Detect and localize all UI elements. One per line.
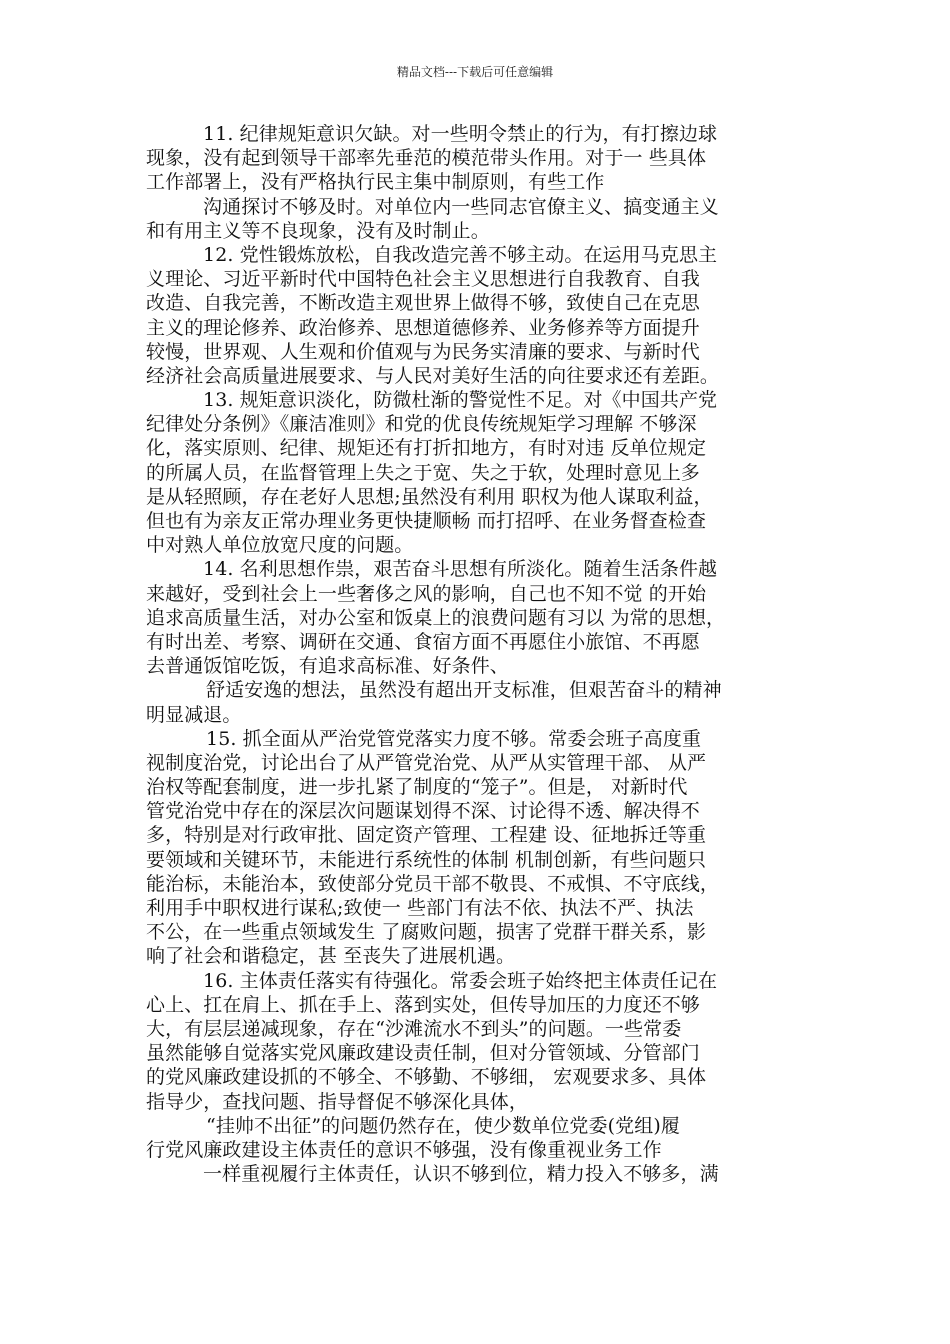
text-line: “挂帅不出征”的问题仍然存在，使少数单位党委(党组)履 — [206, 1114, 680, 1137]
text-line: 能治标，未能治本，致使部分党员干部不敬畏、不戒惧、不守底线， — [146, 872, 720, 895]
text-line: 主义的理论修养、政治修养、思想道德修养、业务修养等方面提升 — [146, 316, 700, 339]
text-line: 工作部署上，没有严格执行民主集中制原则，有些工作 — [146, 171, 605, 194]
text-line: 心上、扛在肩上、抓在手上、落到实处，但传导加压的力度还不够 — [146, 993, 700, 1016]
text-line: 11. 纪律规矩意识欠缺。对一些明令禁止的行为，有打擦边球 — [203, 123, 718, 145]
text-line: 来越好，受到社会上一些奢侈之风的影响，自己也不知不觉 的开始 — [146, 582, 707, 605]
text-line: 但也有为亲友正常办理业务更快捷顺畅 而打招呼、在业务督查检查 — [146, 510, 707, 532]
text-line: 利用手中职权进行谋私;致使一 些部门有法不依、执法不严、执法 — [146, 897, 694, 919]
text-line: 义理论、习近平新时代中国特色社会主义思想进行自我教育、自我 — [146, 268, 700, 291]
text-line: 虽然能够自觉落实党风廉政建设责任制，但对分管领域、分管部门 — [146, 1042, 700, 1065]
text-line: 的党风廉政建设抓的不够全、不够勤、不够细， 宏观要求多、具体 — [146, 1066, 707, 1089]
text-line: 沟通探讨不够及时。对单位内一些同志官僚主义、搞变通主义 — [203, 195, 719, 218]
text-line: 16. 主体责任落实有待强化。常委会班子始终把主体责任记在 — [203, 969, 718, 992]
text-line: 不公，在一些重点领域发生 了腐败问题，损害了党群干群关系，影 — [146, 921, 707, 944]
text-line: 明显减退。 — [146, 703, 242, 726]
text-line: 视制度治党，讨论出台了从严管党治党、从严从实管理干部、 从严 — [146, 751, 707, 774]
text-line: 有时出差、考察、调研在交通、食宿方面不再愿住小旅馆、不再愿 — [146, 630, 700, 653]
text-line: 15. 抓全面从严治党管党落实力度不够。常委会班子高度重 — [206, 727, 702, 750]
text-line: 舒适安逸的想法，虽然没有超出开支标准，但艰苦奋斗的精神 — [206, 679, 722, 702]
text-line: 纪律处分条例》《廉洁准则》和党的优良传统规矩学习理解 不够深 — [146, 413, 697, 436]
text-line: 较慢，世界观、人生观和价值观与为民务实清廉的要求、与新时代 — [146, 340, 700, 363]
text-line: 一样重视履行主体责任，认识不够到位，精力投入不够多，满 — [203, 1163, 719, 1186]
text-line: 大，有层层递减现象，存在“沙滩流水不到头”的问题。一些常委 — [146, 1017, 682, 1040]
text-line: 和有用主义等不良现象，没有及时制止。 — [146, 219, 490, 242]
text-line: 响了社会和谐稳定，甚 至丧失了进展机遇。 — [146, 945, 516, 968]
text-line: 中对熟人单位放宽尺度的问题。 — [146, 534, 414, 557]
text-line: 13. 规矩意识淡化，防微杜渐的警觉性不足。对《中国共产党 — [203, 389, 718, 412]
text-line: 现象，没有起到领导干部率先垂范的模范带头作用。对于一 些具体 — [146, 147, 707, 170]
text-line: 14. 名利思想作祟，艰苦奋斗思想有所淡化。随着生活条件越 — [203, 558, 718, 581]
text-line: 管党治党中存在的深层次问题谋划得不深、讨论得不透、解决得不 — [146, 800, 700, 823]
text-line: 的所属人员，在监督管理上失之于宽、失之于软，处理时意见上多 — [146, 461, 700, 484]
text-line: 多，特别是对行政审批、固定资产管理、工程建 设、征地拆迁等重 — [146, 824, 707, 847]
text-line: 12. 党性锻炼放松，自我改造完善不够主动。在运用马克思主 — [203, 243, 718, 266]
text-line: 化，落实原则、纪律、规矩还有打折扣地方，有时对违 反单位规定 — [146, 437, 707, 460]
text-line: 经济社会高质量进展要求、与人民对美好生活的向往要求还有差距。 — [146, 364, 720, 387]
text-line: 去普通饭馆吃饭，有追求高标准、好条件、 — [146, 655, 509, 678]
page-header: 精品文档---下载后可任意编辑 — [396, 65, 554, 79]
text-line: 追求高质量生活，对办公室和饭桌上的浪费问题有习以 为常的思想， — [146, 606, 726, 629]
text-line: 指导少，查找问题、指导督促不够深化具体， — [146, 1090, 529, 1113]
text-line: 治权等配套制度，进一步扎紧了制度的“笼子”。但是， 对新时代 — [146, 776, 688, 799]
text-line: 改造、自我完善，不断改造主观世界上做得不够，致使自己在克思 — [146, 292, 700, 315]
text-line: 行党风廉政建设主体责任的意识不够强，没有像重视业务工作 — [146, 1138, 662, 1161]
text-line: 是从轻照顾，存在老好人思想;虽然没有利用 职权为他人谋取利益， — [146, 485, 713, 508]
text-line: 要领域和关键环节，未能进行系统性的体制 机制创新，有些问题只 — [146, 848, 707, 871]
document-body — [146, 122, 810, 1186]
